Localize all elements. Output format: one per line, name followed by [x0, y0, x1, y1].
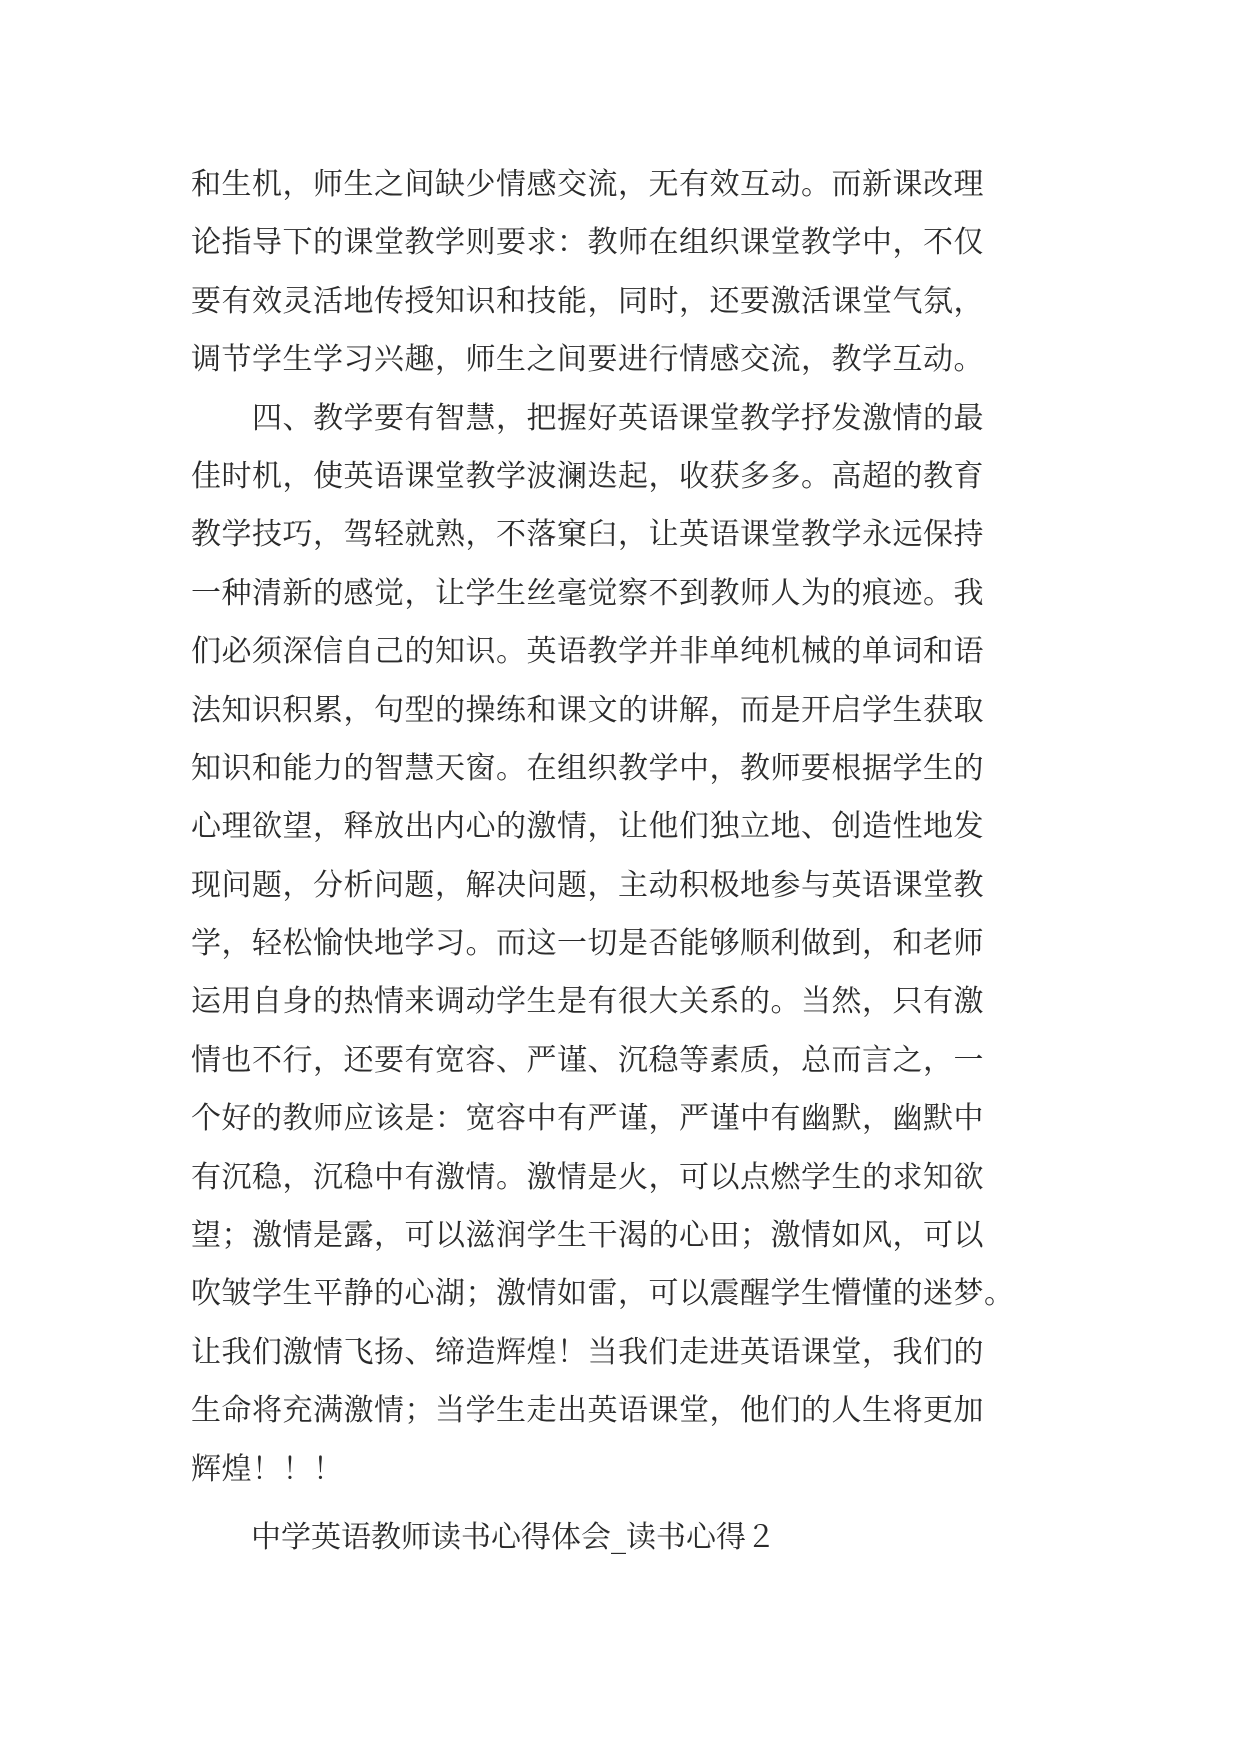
text-line-11: 知识和能力的智慧天窗。在组织教学中，教师要根据学生的: [191, 750, 984, 786]
text-line-13: 现问题，分析问题，解决问题，主动积极地参与英语课堂教: [191, 867, 984, 903]
text-line-6: 佳时机，使英语课堂教学波澜迭起，收获多多。高超的教育: [191, 458, 984, 494]
text-line-17: 个好的教师应该是：宽容中有严谨，严谨中有幽默，幽默中: [191, 1101, 984, 1137]
text-line-9: 们必须深信自己的知识。英语教学并非单纯机械的单词和语: [191, 634, 984, 670]
text-line-15: 运用自身的热情来调动学生是有很大关系的。当然，只有激: [191, 984, 984, 1020]
paragraph-four-start: 四、教学要有智慧，把握好英语课堂教学抒发激情的最: [191, 400, 984, 436]
text-line-22: 生命将充满激情；当学生走出英语课堂，他们的人生将更加: [191, 1393, 984, 1429]
text-line-12: 心理欲望，释放出内心的激情，让他们独立地、创造性地发: [191, 809, 984, 845]
text-line-10: 法知识积累，句型的操练和课文的讲解，而是开启学生获取: [191, 692, 984, 728]
section-heading: 中学英语教师读书心得体会_读书心得２: [191, 1519, 776, 1555]
text-line-14: 学，轻松愉快地学习。而这一切是否能够顺利做到，和老师: [191, 926, 984, 962]
text-line-19: 望；激情是露，可以滋润学生干渴的心田；激情如风，可以: [191, 1218, 984, 1254]
text-line-16: 情也不行，还要有宽容、严谨、沉稳等素质，总而言之，一: [191, 1042, 984, 1078]
text-line-1: 和生机，师生之间缺少情感交流，无有效互动。而新课改理: [191, 167, 984, 202]
text-line-20: 吹皱学生平静的心湖；激情如雷，可以震醒学生懵懂的迷梦。: [191, 1276, 1015, 1312]
text-line-7: 教学技巧，驾轻就熟，不落窠臼，让英语课堂教学永远保持: [191, 517, 984, 553]
text-line-3: 要有效灵活地传授知识和技能，同时，还要激活课堂气氛，: [191, 283, 984, 319]
text-line-23: 辉煌！！！: [191, 1451, 344, 1487]
body-text: [191, 156, 1061, 1567]
text-line-8: 一种清新的感觉，让学生丝毫觉察不到教师人为的痕迹。我: [191, 575, 984, 611]
text-line-21: 让我们激情飞扬、缔造辉煌！当我们走进英语课堂，我们的: [191, 1334, 984, 1370]
text-line-4: 调节学生学习兴趣，师生之间要进行情感交流，教学互动。: [191, 342, 984, 378]
text-line-2: 论指导下的课堂教学则要求：教师在组织课堂教学中，不仅: [191, 225, 984, 261]
text-line-18: 有沉稳，沉稳中有激情。激情是火，可以点燃学生的求知欲: [191, 1159, 984, 1195]
